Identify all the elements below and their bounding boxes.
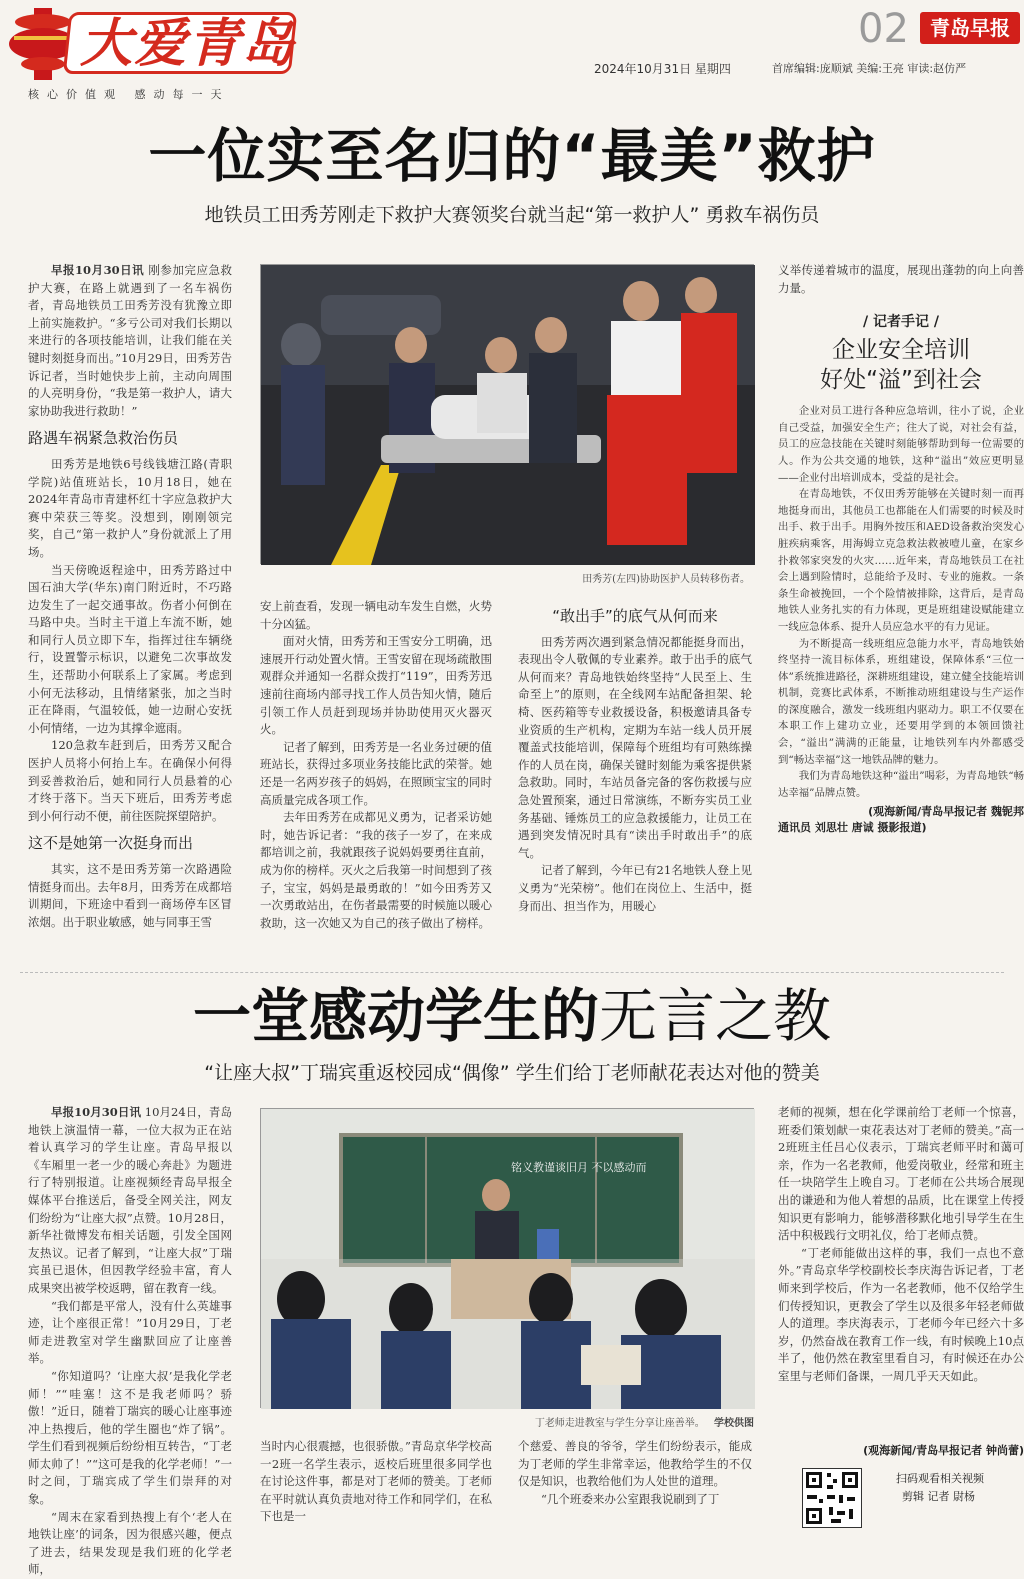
article2-headline-light: 无言之教 [599,982,832,1050]
paragraph: 安上前查看，发现一辆电动车发生自燃，火势十分凶猛。 [260,599,492,631]
paragraph: “几个班委来办公室跟我说刷到了丁 [541,1491,720,1506]
article2-column-4 [778,1104,1024,1531]
article2-dateline: 早报10月30日讯 [51,1105,142,1119]
qr-caption-2: 剪辑 记者 尉杨 [902,1490,975,1503]
article2-column-3 [518,1438,752,1531]
qr-code[interactable] [802,1468,862,1528]
rescue-photo-caption: 田秀芳(左四)协助医护人员转移伤者。 [582,574,750,585]
article2-headline-bold: 一堂感动学生的 [192,982,599,1050]
article1-headline: 一位实至名归的“最美”救护 [148,122,876,190]
masthead [0,0,1024,108]
paper-logo [920,12,1020,44]
paragraph: 我们为青岛地铁这种“溢出”喝彩，为青岛地铁“畅达幸福”品牌点赞。 [778,770,1024,799]
section-title: 大爱青岛 [80,14,297,74]
section-slogan: 核心价值观 感动每一天 [28,88,230,101]
paragraph: 为不断提高一线班组应急能力水平，青岛地铁始终坚持一流目标体系，班组建设，保障体系“三位一体”系统推进路径，深耕班组建设，建立健全技能培训机制，竞赛比武体系，不断推动班组建设与生产运作的深度融合，激发一线班组内驱动力。职工不仅要在本职工作上建功立业，还要用学到的本领回馈社会，“溢出”满满的正能量，让地铁列车内外都感受到“畅达幸福”这一地铁品牌的魅力。 [778,637,1024,766]
qr-code-icon [803,1469,861,1527]
paragraph: 义举传递着城市的温度，展现出蓬勃的向上向善力量。 [778,263,1024,295]
article2-column-1: 早报10月30日讯 10月24日，青岛地铁上演温情一幕，一位大叔为正在站着认真学习的学生让座。青岛早报以《车厢里一老一少的暖心奔赴》为题进行了特别报道。让座视频经青岛早报全媒体平台推送后，备受全网关注，网友们纷纷为“让座大叔”点赞。10月28日，新华社微博发布相关话题，引发全国网友热议。记者了解到，“让座大叔”丁瑞宾虽已退休，但因教学经验丰富，育人成果突出被学校返聘，留在教育一线。 “我们都是平常人，没有什么英雄事迹，让个座很正常！”10月29日，丁老师走进教室对学生幽默回应了让座善举。 “你知道吗？‘让座大叔’是我化学老师！”“哇塞！这不是我老师吗？骄傲！”近日，随着丁瑞宾的暖心让座事迹冲上热搜后，他的学生圈也“炸了锅”。学生们看到视频后纷纷相互转告，“丁老师太帅了！”“这可是我的化学老师！”一时之间，丁瑞宾成了学生们崇拜的对象。 “周末在家看到热搜上有个‘老人在地铁让座’的词条，因为很感兴趣，便点了进去，结果发现是我们班的化学老师， [28,1104,232,1531]
paragraph: 田秀芳是地铁6号线钱塘江路(青职学院)站值班站长，10月18日，她在2024年青岛市青建杯红十字应急救护大赛中荣获三等奖。没想到，刚刚领完奖，自己“第一救护人”身份就派上了用场。 [28,456,232,559]
rescue-photo [260,264,754,564]
reporter-note-body [778,403,1024,801]
rescue-scene-illustration [261,265,755,565]
paragraph: 当天傍晚返程途中，田秀芳路过中国石油大学(华东)南门附近时，不巧路边发生了一起交通事故。伤者小何倒在马路中央。当时主干道上车流不断，她和同行人员立即下车，指挥过往车辆绕行，设置警示标识，以避免二次事故发生，还帮助小何联系上了家属。考虑到小何无法移动，且情绪紧张，加之当时正在降雨，气温较低，她一边耐心安抚小何情绪，一边为其撑伞遮雨。 [28,562,232,735]
paragraph: 老师的视频，想在化学课前给丁老师一个惊喜，班委们策划献一束花表达对丁老师的赞美。”高一2班班主任吕心仪表示，丁瑞宾老师平时和蔼可亲，作为一名老教师，他爱岗敬业，经常和班主任一块陪学生上晚自习。丁老师在公共场合展现出的谦逊和为他人着想的品质，比在课堂上传授知识更有影响力，能够潜移默化地引导学生在生活中积极践行文明礼仪，给丁老师点赞。 [778,1105,1024,1243]
reporter-note-label: / 记者手记 / [863,314,939,331]
article1-byline-2: 通讯员 刘思壮 唐诚 摄影报道) [778,821,927,835]
paper-name: 青岛早报 [930,16,1010,40]
article1-subhead-3: “敢出手”的底气从何而来 [552,607,718,625]
paragraph: 在青岛地铁，不仅田秀芳能够在关键时刻一而再地挺身而出，其他员工也都能在人们需要的时候及时出手、救于出手。用胸外按压和AED设备救治突发心脏疾病乘客，用海姆立克急救法救被噎儿童，在家乡扑救邻家突发的火灾……近年来，青岛地铁员工在社会上遇到险情时，总能给予及时、专业的施救。一条条生命被挽回，一个个险情被排除，这背后，是青岛地铁人业务扎实的有力体现，更是班组建设赋能建立一线应急体系、提升人员应急水平的有力见证。 [778,488,1024,633]
article2-subheadline: “让座大叔”丁瑞宾重返校园成“偶像” 学生们给丁老师献花表达对他的赞美 [204,1062,820,1084]
paragraph: “你知道吗？‘让座大叔’是我化学老师！”“哇塞！这不是我老师吗？骄傲！”近日，随着丁瑞宾的暖心让座事迹冲上热搜后，他的学生圈也“炸了锅”。学生们看到视频后纷纷相互转告，“丁老师太帅了！”“这可是我的化学老师！”一时之间，丁瑞宾成了学生们崇拜的对象。 [28,1368,232,1507]
article1-byline-1: (观海新闻/青岛早报记者 魏铌邦 [868,805,1024,819]
classroom-scene-illustration [261,1109,755,1409]
paragraph: 120急救车赶到后，田秀芳又配合医护人员将小何抬上车。在确保小何得到妥善救治后，她和同行人员悬着的心才终于落下。当天下班后，田秀芳考虑到小何行动不便，前往医院探望陪护。 [28,738,232,823]
article1-subheadline: 地铁员工田秀芳刚走下救护大赛领奖台就当起“第一救护人” 勇救车祸伤员 [204,204,820,226]
paragraph: 当时内心很震撼，也很骄傲。”青岛京华学校高一2班一名学生表示，返校后班里很多同学也在讨论这件事，都是对丁老师的赞美。丁老师在平时就认真负责地对待工作和同学们，在私下也是一 [260,1439,492,1524]
paragraph: 面对火情，田秀芳和王雪安分工明确，迅速展开行动处置火情。王雪安留在现场疏散围观群众并通知一名群众拨打“119”，田秀芳迅速前往商场内部寻找工作人员告知火情，随后引领工作人员赶到现场并协助使用灭火器灭火。 [260,634,492,737]
blackboard-text: 铭义教谨谈旧月 不以感动而 [511,1161,647,1174]
paragraph: 个慈爱、善良的爷爷，学生们纷纷表示，能成为丁老师的学生非常幸运，他教给学生的不仅仅是知识，也教给他们为人处世的道理。 [518,1439,752,1489]
paragraph: “丁老师能做出这样的事，我们一点也不意外。”青岛京华学校副校长李庆海告诉记者，丁老师来到学校后，作为一名老教师，他不仅给学生们传授知识，更教会了学生以及很多年轻老师做人的道理。李庆海表示，丁老师今年已经六十多岁，仍然奋战在教育工作一线，有时候晚上10点半了，他仍然在教室里看自习，有时候还在办公室里与老师们备课，一周几乎天天如此。 [778,1245,1024,1383]
article1-subhead-2: 这不是她第一次挺身而出 [28,834,194,853]
paragraph: 去年田秀芳在成都见义勇为，记者采访她时，她告诉记者：“我的孩子一岁了，在来成都培训之前，我就跟孩子说妈妈要勇往直前，成为你的榜样。灭火之后我第一时间想到了孩子，宝宝，妈妈是最勇敢的！”如今田秀芳又一次勇敢站出，在伤者最需要的时候施以暖心救助，这一次她又为自己的孩子做出了榜样。 [260,810,492,930]
article2-column-2 [260,1438,492,1531]
paragraph: “周末在家看到热搜上有个‘老人在地铁让座’的词条，因为很感兴趣，便点了进去，结果发现是我们班的化学老师， [28,1509,232,1577]
paragraph: 记者了解到，今年已有21名地铁人登上见义勇为“光荣榜”。他们在岗位上、生活中，挺身而出、担当作为，用暖心 [518,863,752,913]
editor-credits: 首席编辑:庞顺斌 美编:王亮 审读:赵仿严 [772,62,967,75]
classroom-photo [260,1108,754,1408]
classroom-photo-caption: 丁老师走进教室与学生分享让座善举。 学校供图 [534,1418,754,1429]
paragraph: “我们都是平常人，没有什么英雄事迹，让个座很正常！”10月29日，丁老师走进教室对学生幽默回应了让座善举。 [28,1298,232,1366]
photo-credit: 学校供图 [714,1418,754,1429]
paragraph: 田秀芳两次遇到紧急情况都能挺身而出，表现出令人敬佩的专业素养。敢于出手的底气从何而来？青岛地铁始终坚持“人民至上、生命至上”的原则，在全线网车站配备担架、轮椅、医药箱等专业救援设备，积极邀请具备专业资质的生产机构，定期为车站一线人员开展覆盖式技能培训，保障每个班组均有可熟练操作的人员在岗，确保关键时刻能为乘客提供紧急救助。同时，车站员备完备的客伤救援与应急处置预案，通过日常演练，不断夯实员工业务基础、锤炼员工的应急救援能力，让员工在遇到突发情况时具有“读出手时敢出手”的底气。 [518,634,752,860]
qr-caption-1: 扫码观看相关视频 [896,1472,984,1485]
paragraph: 其实，这不是田秀芳第一次路遇险情挺身而出。去年8月，田秀芳在成都培训期间，下班途中看到一商场停车区冒浓烟。出于职业敏感，她与同事王雪 [28,862,232,929]
paragraph: 记者了解到，田秀芳是一名业务过硬的值班站长，获得过多项业务技能比武的荣誉。她还是一名两岁孩子的妈妈，在照顾宝宝的同时高质量完成各项工作。 [260,739,492,807]
issue-date: 2024年10月31日 星期四 [594,62,731,76]
article2-byline: (观海新闻/青岛早报记者 钟尚蕾) [863,1444,1024,1457]
article1-column-1: 早报10月30日讯 刚参加完应急救护大赛，在路上就遇到了一名车祸伤者，青岛地铁员工田秀芳没有犹豫立即上前实施救护。“多亏公司对我们长期以来进行的各项技能培训，让我们能在关键时刻挺身而出。”10月29日，田秀芳告诉记者，当时她快步上前，主动向周围的人亮明身份，“我是第一救护人，请大家协助我进行救助！” 路遇车祸紧急救治伤员 田秀芳是地铁6号线钱塘江路(青职学院)站值班站长，10月18日，她在2024年青岛市青建杯红十字应急救护大赛中荣获三等奖。没想到，刚刚领完奖，自己“第一救护人”身份就派上了用场。 当天傍晚返程途中，田秀芳路过中国石油大学(华东)南门附近时，不巧路边发生了一起交通事故。伤者小何倒在马路中央。当时主干道上车流不断，她和同行人员立即下车，指挥过往车辆绕行，设置警示标识，以避免二次事故发生，还帮助小何联系上了家属。考虑到小何无法移动，且情绪紧张，加之当时正在降雨，气温较低，她一边耐心安抚小何情绪，一边为其撑伞遮雨。 120急救车赶到后，田秀芳又配合医护人员将小何抬上车。在确保小何得到妥善救治后，她和同行人员悬着的心才终于落下。当天下班后，田秀芳考虑到小何行动不便，前往医院探望陪护。 这不是她第一次挺身而出 其实，这不是田秀芳第一次路遇险情挺身而出。去年8月，田秀芳在成都培训期间，下班途中看到一商场停车区冒浓烟。出于职业敏感，她与同事王雪 [28,262,232,958]
page-number: 02 [858,6,909,52]
reporter-note-title-2: 好处“溢”到社会 [820,367,982,394]
paragraph: 企业对员工进行各种应急培训，往小了说，企业自己受益，加强安全生产；往大了说，对社会有益，员工的应急技能在关键时刻能够帮助到每一位需要的人。作为公共交通的地铁，这种“溢出”效应更明显——企业付出培训成本，受益的是社会。 [778,405,1024,484]
article2-headline [0,978,1024,1054]
article1-column-2 [260,598,492,960]
article1-column-4 [778,262,1024,962]
article1-column-3 [518,608,752,960]
section-divider [20,972,1004,973]
article1-dateline: 早报10月30日讯 [51,263,145,277]
reporter-note-title-1: 企业安全培训 [832,337,970,364]
article1-subhead-1: 路遇车祸紧急救治伤员 [28,429,179,448]
